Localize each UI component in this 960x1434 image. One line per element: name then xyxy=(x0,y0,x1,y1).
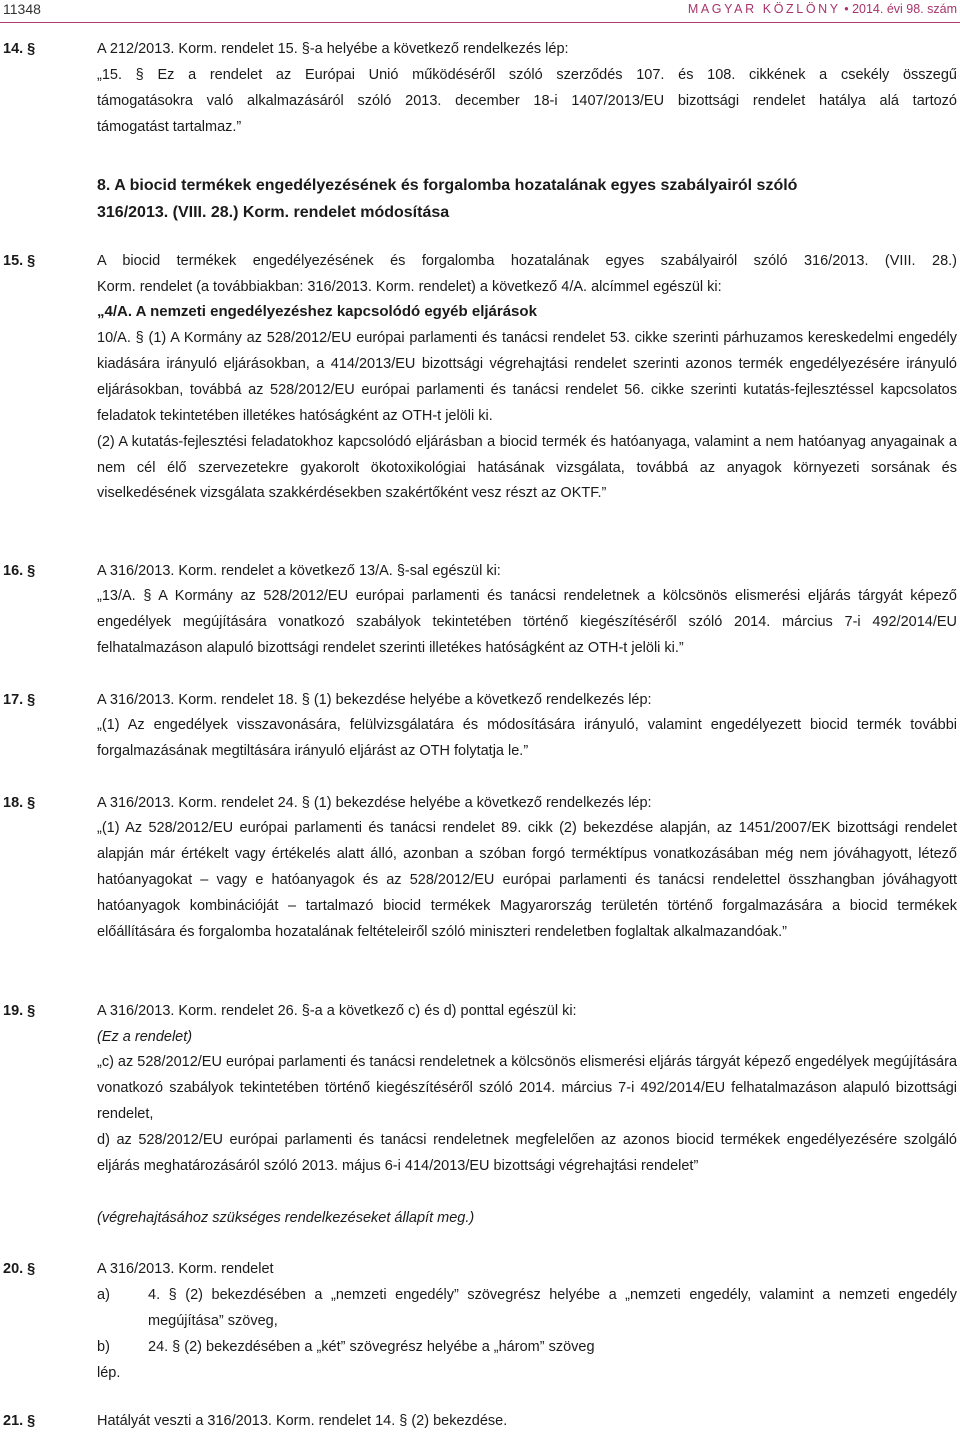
section-18-paragraph: „(1) Az 528/2012/EU európai parlamenti és tanácsi rendelet 89. cikk (2) bekezdése alapján, az 1451/2007/EK bizottsági rendelet alapján már értékelt vagy értékelés alatt álló, azonban a szóban forgó terméktípus vonatkozásában még nem jóváhagyott, létező hatóanyagokat – vagy e hatóanyagok és az 528/2012/EU európai parlamenti és tanácsi rendelettel összhangban jóváhagyott hatóanyagok kombinációját – tartalmazó biocid termékek Magyarország területén történő forgalmazására a biocid termékek előállítására és forgalomba hozatalának feltételeiről szóló miniszteri rendeletben foglaltak alkalmazandóak.” xyxy=(97,820,957,940)
section-16-quote xyxy=(97,584,957,662)
section-15-intro-line-1: A biocid termékek engedélyezésének és forgalomba hozatalának egyes szabályairól szóló 316/2013. (VIII. 28.) xyxy=(97,253,957,269)
section-17-number: 17. § xyxy=(3,692,36,708)
section-16-intro: A 316/2013. Korm. rendelet a következő 13/A. §-sal egészül ki: xyxy=(97,563,501,579)
section-14-quote-line-1: „15. § Ez a rendelet az Európai Unió működéséről szóló szerződés 107. és 108. cikkének a csekély összegű xyxy=(97,67,957,83)
subtitle-4a xyxy=(97,299,957,325)
section-16-number: 16. § xyxy=(3,563,36,579)
section-21-text: Hatályát veszti a 316/2013. Korm. rendelet 14. § (2) bekezdése. xyxy=(97,1413,508,1429)
section-18-quote xyxy=(97,816,957,946)
section-20-item-a-label: a) xyxy=(97,1287,110,1303)
section-17-intro: A 316/2013. Korm. rendelet 18. § (1) bekezdése helyébe a következő rendelkezés lép: xyxy=(97,692,652,708)
section-14-quote-line-3: támogatást tartalmaz.” xyxy=(97,119,242,135)
section-18-number: 18. § xyxy=(3,795,36,811)
subtitle-4a-title: A nemzeti engedélyezéshez kapcsolódó egyéb eljárások xyxy=(135,303,537,320)
section-19-points xyxy=(97,1050,957,1180)
section-17-paragraph: „(1) Az engedélyek visszavonására, felülvizsgálatára és módosítására irányuló, valamint engedélyezett biocid termék további forgalmazásának megtiltására irányuló eljárást az OTH folytatja le.” xyxy=(97,717,957,759)
page-number: 11348 xyxy=(3,1,41,17)
chapter-heading-line-1: 8. A biocid termékek engedélyezésének és forgalomba hozatalának egyes szabályairól szóló xyxy=(97,177,798,194)
section-15-paragraph-1: 10/A. § (1) A Kormány az 528/2012/EU európai parlamenti és tanácsi rendelet 53. cikke szerinti párhuzamos kereskedelmi engedély kiadására irányuló eljárásokban, a 414/2013/EU bizottsági végrehajtási rendelet szerinti azonos termék engedélyezésére irányuló eljárásokban, továbbá az 528/2012/EU európai parlamenti és tanácsi rendelet 56. cikke szerinti kutatás-fejlesztéssel kapcsolatos feladatok tekintetében illetékes hatóságként az OTH-t jelöli ki. xyxy=(97,330,957,424)
section-20-intro: A 316/2013. Korm. rendelet xyxy=(97,1261,274,1277)
section-14-intro: A 212/2013. Korm. rendelet 15. §-a helyébe a következő rendelkezés lép: xyxy=(97,41,569,57)
section-19-point-d: d) az 528/2012/EU európai parlamenti és tanácsi rendeletnek megfelelően az azonos biocid termékek engedélyezésére szolgáló eljárás meghatározásáról szóló 2013. május 6-i 414/2013/EU bizottsági végrehajtási rendelet” xyxy=(97,1131,957,1174)
section-17-quote xyxy=(97,713,957,765)
section-15-quote xyxy=(97,326,957,507)
section-20-item-b-text: 24. § (2) bekezdésében a „két” szövegrész helyébe a „három” szöveg xyxy=(148,1339,595,1355)
header-bullet: • xyxy=(844,2,849,16)
section-14-number: 14. § xyxy=(3,41,36,57)
section-20-item-a-text: 4. § (2) bekezdésében a „nemzeti engedély” szövegrész helyébe a „nemzeti engedély, valamint a nemzeti engedély megújítása” szöveg, xyxy=(148,1287,957,1329)
gazette-name: MAGYAR KÖZLÖNY xyxy=(687,2,841,16)
gazette-info xyxy=(688,2,957,16)
section-18-intro: A 316/2013. Korm. rendelet 24. § (1) bekezdése helyébe a következő rendelkezés lép: xyxy=(97,795,652,811)
header-divider xyxy=(0,22,960,23)
section-19-closing: (végrehajtásához szükséges rendelkezéseket állapít meg.) xyxy=(97,1210,475,1226)
section-14-quote-line-2: támogatásokra való alkalmazásáról szóló 2013. december 18-i 1407/2013/EU bizottsági rendelet hatálya alá tartozó xyxy=(97,93,957,109)
section-15-number: 15. § xyxy=(3,253,36,269)
section-19-point-c: „c) az 528/2012/EU európai parlamenti és tanácsi rendeletnek a kölcsönös elismerési eljárás tárgyát képező engedélyek megújítására vonatkozó szabályok tekintetében történő kiegészítéséről szóló 2014. március 7-i 492/2014/EU felhatalmazáson alapuló bizottsági rendelet, xyxy=(97,1054,958,1122)
section-19-number: 19. § xyxy=(3,1003,36,1019)
section-20-item-b-label: b) xyxy=(97,1339,110,1355)
subtitle-4a-number: „4/A. xyxy=(97,303,133,320)
section-20-item-a xyxy=(148,1282,957,1334)
section-21-number: 21. § xyxy=(3,1413,36,1429)
chapter-heading-line-2: 316/2013. (VIII. 28.) Korm. rendelet módosítása xyxy=(97,204,450,221)
issue-number: 2014. évi 98. szám xyxy=(852,2,957,16)
section-16-paragraph: „13/A. § A Kormány az 528/2012/EU európai parlamenti és tanácsi rendeletnek a kölcsönös elismerési eljárás tárgyát képező engedélyek megújítására vonatkozó szabályok tekintetében történő kiegészítéséről szóló 2014. március 7-i 492/2014/EU felhatalmazáson alapuló bizottsági rendelet szerinti illetékes hatóságként az OTH-t jelöli ki.” xyxy=(97,588,957,656)
section-15-intro-line-2: Korm. rendelet (a továbbiakban: 316/2013. Korm. rendelet) a következő 4/A. alcímmel egészül ki: xyxy=(97,279,722,295)
section-20-closing: lép. xyxy=(97,1365,121,1381)
page-header xyxy=(0,0,960,20)
section-19-subject: (Ez a rendelet) xyxy=(97,1029,193,1045)
section-15-paragraph-2: (2) A kutatás-fejlesztési feladatokhoz kapcsolódó eljárásban a biocid termék és hatóanyaga, valamint a nem hatóanyag anyagainak a nem cél élő szervezetekre gyakorolt ökotoxikológiai hatásának vizsgálata, továbbá az anyagok környezeti sorsának és viselkedésének vizsgálata szakkérdésekben szakértőként vesz részt az OKTF.” xyxy=(97,433,957,502)
section-20-number: 20. § xyxy=(3,1261,36,1277)
section-19-intro: A 316/2013. Korm. rendelet 26. §-a a következő c) és d) ponttal egészül ki: xyxy=(97,1003,577,1019)
